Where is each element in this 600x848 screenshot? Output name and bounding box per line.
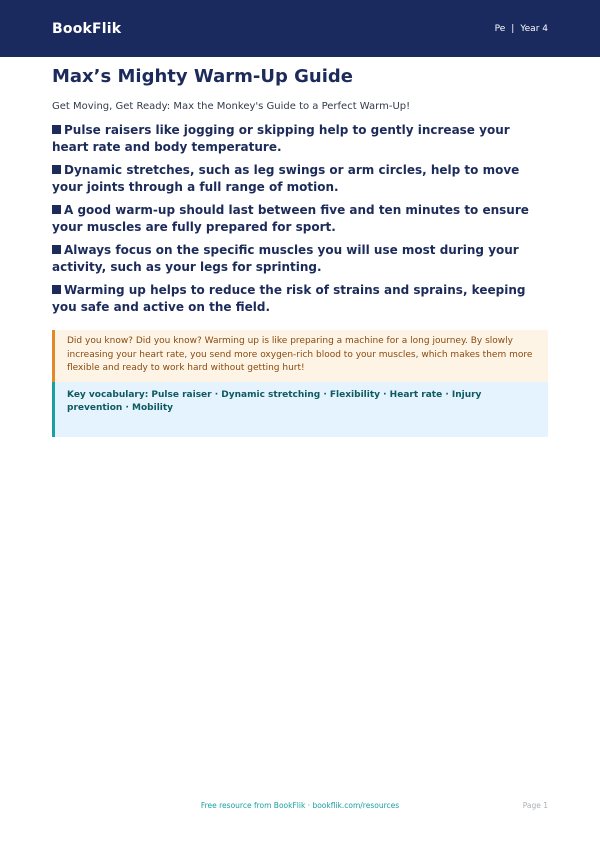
did-you-know-callout: Did you know? Did you know? Warming up is like preparing a machine for a long journey. By slowly increasing your heart rate, you send more oxygen-rich blood to your muscles, which makes them more flexible and ready to work hard without getting hurt! (52, 330, 548, 382)
square-bullet-icon (52, 165, 61, 174)
list-item-text: Warming up helps to reduce the risk of strains and sprains, keeping you safe and active on the field. (52, 283, 526, 314)
page-subtitle: Get Moving, Get Ready: Max the Monkey's Guide to a Perfect Warm-Up! (52, 101, 411, 112)
footer-resource-link[interactable]: Free resource from BookFlik · bookflik.com/resources (200, 801, 400, 810)
list-item (52, 282, 548, 316)
page-title: Max’s Mighty Warm-Up Guide (52, 66, 353, 87)
square-bullet-icon (52, 205, 61, 214)
square-bullet-icon (52, 245, 61, 254)
key-points-list (52, 122, 548, 316)
square-bullet-icon (52, 285, 61, 294)
main-content (52, 66, 548, 437)
brand-logo: BookFlik (52, 20, 122, 37)
list-item-text: A good warm-up should last between five and ten minutes to ensure your muscles are fully prepared for sport. (52, 203, 529, 234)
list-item (52, 162, 548, 196)
year-label: Year 4 (520, 23, 548, 34)
meta-separator: | (511, 23, 515, 34)
list-item-text: Pulse raisers like jogging or skipping help to gently increase your heart rate and body temperature. (52, 123, 510, 154)
subject-label: Pe (494, 23, 506, 34)
page-header (0, 0, 600, 57)
list-item-text: Always focus on the specific muscles you will use most during your activity, such as your legs for sprinting. (52, 243, 519, 274)
list-item-text: Dynamic stretches, such as leg swings or arm circles, help to move your joints through a full range of motion. (52, 163, 520, 194)
key-vocabulary-box: Key vocabulary: Pulse raiser · Dynamic stretching · Flexibility · Heart rate · Injury prevention · Mobility (52, 382, 548, 437)
square-bullet-icon (52, 125, 61, 134)
list-item (52, 202, 548, 236)
list-item (52, 122, 548, 156)
page-number: Page 1 (522, 801, 548, 810)
header-meta (495, 24, 548, 34)
list-item (52, 242, 548, 276)
